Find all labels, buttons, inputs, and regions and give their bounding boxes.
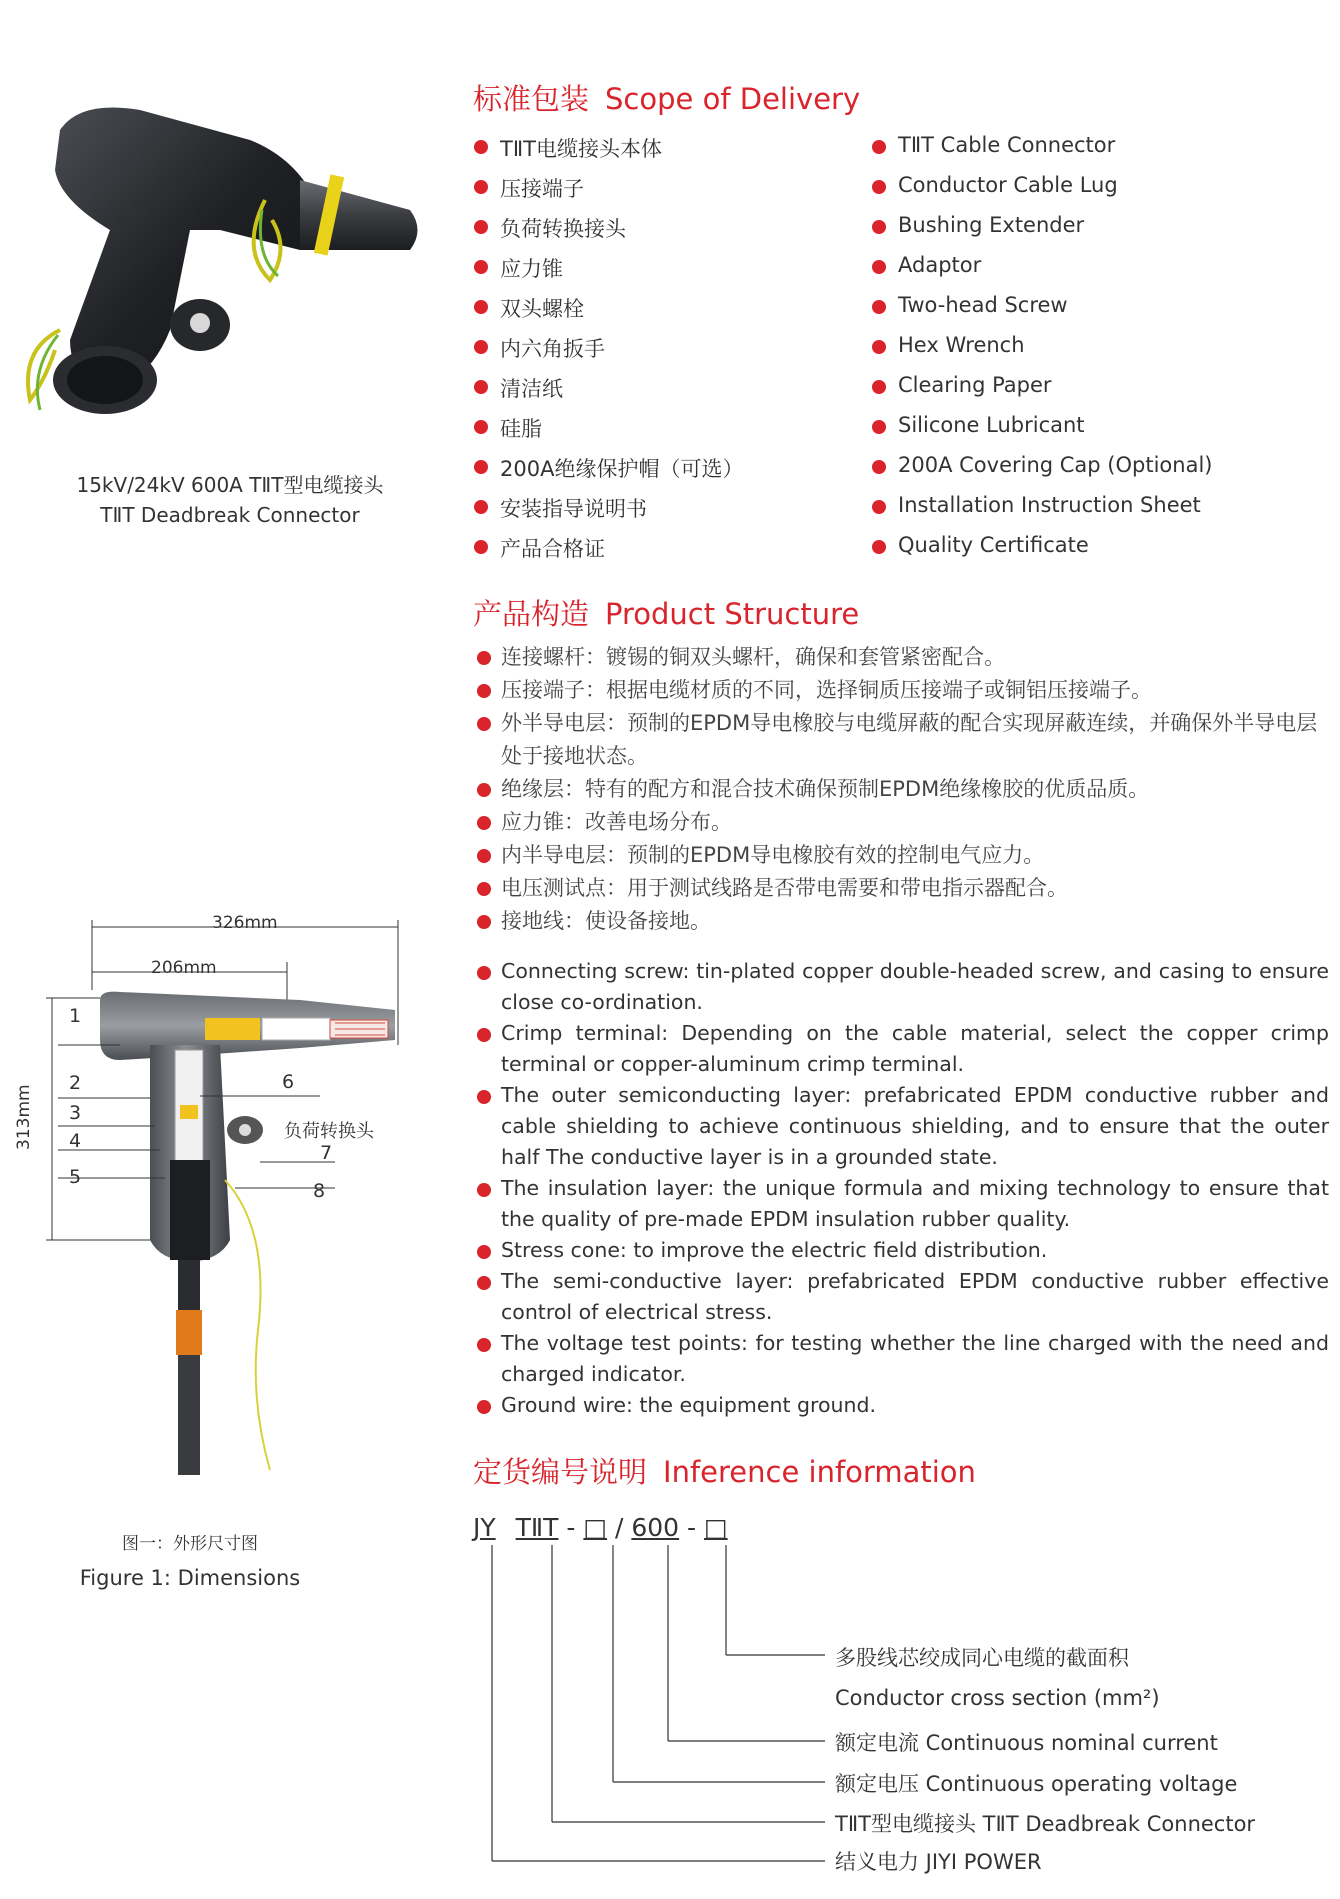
structure-title	[473, 592, 859, 633]
part-label-4: 4	[69, 1130, 82, 1152]
list-item: 负荷转换接头	[500, 213, 626, 243]
code-leader-lines	[480, 1545, 840, 1875]
code-slash: /	[614, 1513, 624, 1542]
list-item: 内半导电层：预制的EPDM导电橡胶有效的控制电气应力。	[501, 839, 1321, 872]
part-label-7: 7	[320, 1142, 333, 1164]
list-item: Two-head Screw	[898, 293, 1068, 317]
legend-brand: 结义电力 JIYI POWER	[835, 1850, 1042, 1874]
list-item: 绝缘层：特有的配方和混合技术确保预制EPDM绝缘橡胶的优质品质。	[501, 773, 1321, 806]
list-item: Hex Wrench	[898, 333, 1025, 357]
code-section-box: □	[704, 1513, 728, 1542]
part-label-8: 8	[313, 1180, 326, 1202]
legend-section-zh: 多股线芯绞成同心电缆的截面积	[835, 1646, 1129, 1670]
legend-section-en: Conductor cross section (mm²)	[835, 1686, 1160, 1710]
list-item: The outer semiconducting layer: prefabricated EPDM conductive rubber and cable shielding to achieve continuous shielding, and to ensure that the outer half The conductive layer is in a grounded state.	[501, 1080, 1329, 1173]
delivery-title-en: Scope of Delivery	[605, 82, 861, 116]
inference-title	[473, 1450, 976, 1491]
order-code	[473, 1513, 728, 1542]
code-brand: JY	[473, 1513, 496, 1542]
legend-current: 额定电流 Continuous nominal current	[835, 1731, 1218, 1755]
list-item: Crimp terminal: Depending on the cable material, select the copper crimp terminal or copper-aluminum crimp terminal.	[501, 1018, 1329, 1080]
product-photo	[0, 80, 440, 440]
dimension-width: 326mm	[212, 913, 278, 933]
delivery-title-zh: 标准包装	[473, 82, 590, 116]
dimension-drawing	[0, 900, 440, 1500]
list-item: TⅡT电缆接头本体	[500, 133, 662, 163]
list-item: Bushing Extender	[898, 213, 1085, 237]
structure-title-en: Product Structure	[605, 597, 860, 631]
code-voltage-box: □	[583, 1513, 608, 1542]
structure-list-zh	[501, 641, 1321, 938]
list-item: 200A Covering Cap (Optional)	[898, 453, 1213, 477]
list-item: Ground wire: the equipment ground.	[501, 1390, 1329, 1421]
part-label-2: 2	[69, 1072, 82, 1094]
list-item: Adaptor	[898, 253, 982, 277]
list-item: 压接端子：根据电缆材质的不同，选择铜质压接端子或铜铝压接端子。	[501, 674, 1321, 707]
legend-voltage: 额定电压 Continuous operating voltage	[835, 1772, 1238, 1796]
list-item: Quality Certificate	[898, 533, 1089, 557]
list-item: Connecting screw: tin-plated copper double-headed screw, and casing to ensure close co-ordination.	[501, 956, 1329, 1018]
structure-title-zh: 产品构造	[473, 597, 590, 631]
part-label-3: 3	[69, 1102, 82, 1124]
figure-caption-zh: 图一：外形尺寸图	[122, 1534, 258, 1554]
inference-title-en: Inference information	[663, 1455, 976, 1489]
list-item: 外半导电层：预制的EPDM导电橡胶与电缆屏蔽的配合实现屏蔽连续，并确保外半导电层处于接地状态。	[501, 707, 1321, 773]
inference-title-zh: 定货编号说明	[473, 1455, 648, 1489]
part-label-5: 5	[69, 1166, 82, 1188]
list-item: 安装指导说明书	[500, 493, 647, 523]
figure-caption-en: Figure 1: Dimensions	[79, 1566, 301, 1590]
figure-caption	[40, 1527, 340, 1595]
part-label-1: 1	[69, 1005, 82, 1027]
delivery-title	[473, 77, 860, 118]
list-item: 硅脂	[500, 413, 542, 443]
list-item: 压接端子	[500, 173, 584, 203]
list-item: 双头螺栓	[500, 293, 584, 323]
list-item: The voltage test points: for testing whether the line charged with the need and charged indicator.	[501, 1328, 1329, 1390]
code-current: 600	[631, 1513, 680, 1542]
annotation-label: 负荷转换头	[284, 1121, 374, 1142]
code-type: TⅡT	[515, 1513, 559, 1542]
list-item: 产品合格证	[500, 533, 605, 563]
list-item: The insulation layer: the unique formula and mixing technology to ensure that the quality of pre-made EPDM insulation rubber quality.	[501, 1173, 1329, 1235]
list-item: Conductor Cable Lug	[898, 173, 1118, 197]
list-item: Stress cone: to improve the electric field distribution.	[501, 1235, 1329, 1266]
dimension-height: 313mm	[14, 1084, 34, 1150]
list-item: 200A绝缘保护帽（可选）	[500, 453, 743, 483]
legend-type: TⅡT型电缆接头 TⅡT Deadbreak Connector	[835, 1812, 1256, 1836]
product-caption	[40, 470, 420, 530]
list-item: 接地线：使设备接地。	[501, 905, 1321, 938]
code-dash2: -	[687, 1513, 697, 1542]
code-dash1: -	[566, 1513, 576, 1542]
list-item: Clearing Paper	[898, 373, 1052, 397]
product-caption-line2: TⅡT Deadbreak Connector	[100, 503, 360, 527]
product-caption-line1: 15kV/24kV 600A TⅡT型电缆接头	[76, 473, 384, 497]
list-item: Silicone Lubricant	[898, 413, 1085, 437]
list-item: 应力锥	[500, 253, 563, 283]
part-label-6: 6	[282, 1071, 295, 1093]
structure-list-en	[501, 956, 1329, 1421]
list-item: 清洁纸	[500, 373, 563, 403]
list-item: Installation Instruction Sheet	[898, 493, 1201, 517]
list-item: 应力锥：改善电场分布。	[501, 806, 1321, 839]
list-item: TⅡT Cable Connector	[898, 133, 1116, 157]
list-item: 内六角扳手	[500, 333, 605, 363]
list-item: 电压测试点：用于测试线路是否带电需要和带电指示器配合。	[501, 872, 1321, 905]
list-item: The semi-conductive layer: prefabricated EPDM conductive rubber effective control of electrical stress.	[501, 1266, 1329, 1328]
list-item: 连接螺杆：镀锡的铜双头螺杆，确保和套管紧密配合。	[501, 641, 1321, 674]
dimension-inner: 206mm	[151, 958, 217, 978]
